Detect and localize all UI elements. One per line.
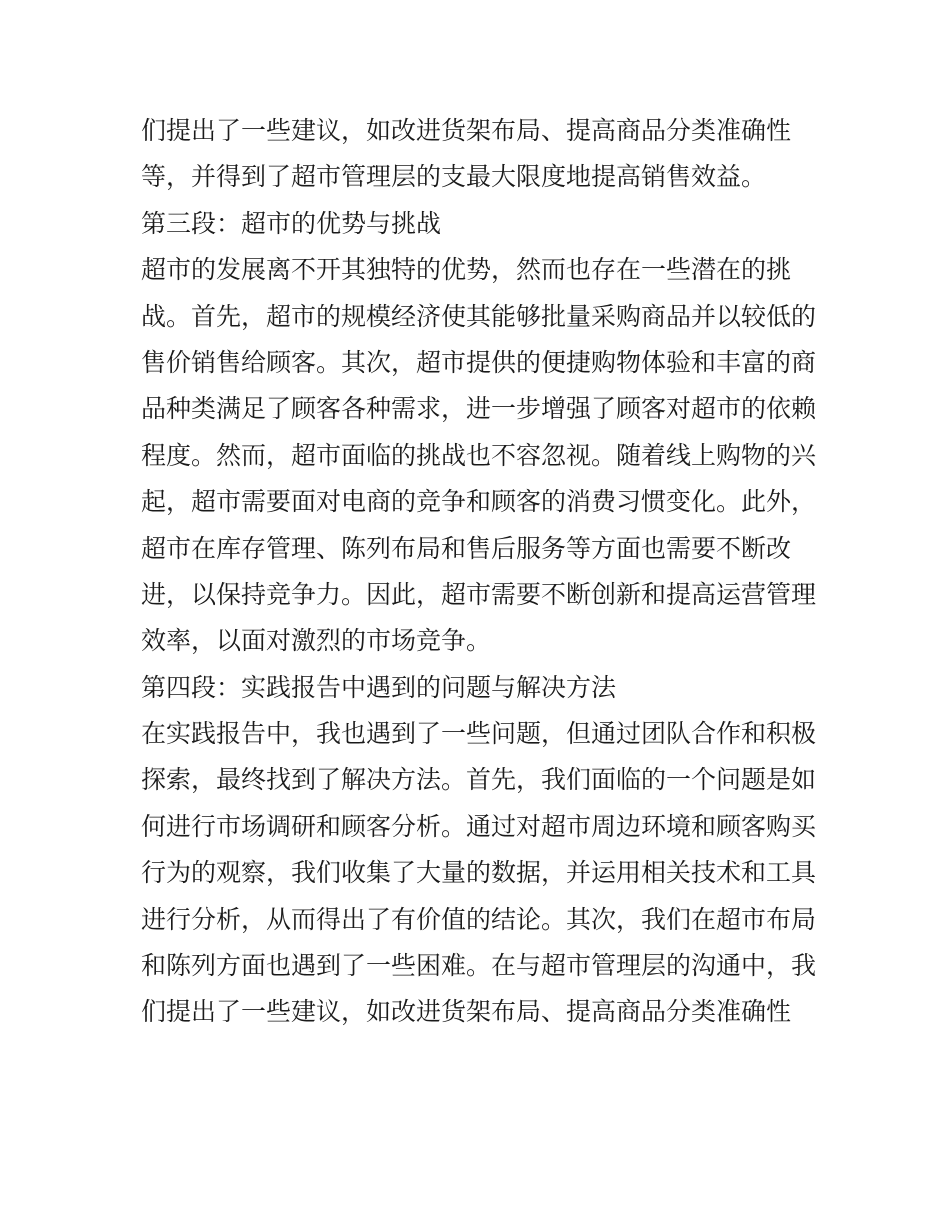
paragraph-3-line: 程度。然而，超市面临的挑战也不容忽视。随着线上购物的兴 [141, 440, 817, 470]
paragraph-4-line: 在实践报告中，我也遇到了一些问题，但通过团队合作和积极 [141, 719, 817, 749]
paragraph-4-line: 行为的观察，我们收集了大量的数据，并运用相关技术和工具 [141, 858, 817, 888]
paragraph-3-line: 效率，以面对激烈的市场竞争。 [141, 626, 492, 656]
text-line-continuation: 等，并得到了超市管理层的支最大限度地提高销售效益。 [141, 162, 767, 192]
paragraph-4-line: 进行分析，从而得出了有价值的结论。其次，我们在超市布局 [141, 904, 817, 934]
paragraph-3-line: 超市的发展离不开其独特的优势，然而也存在一些潜在的挑 [141, 255, 792, 285]
paragraph-4-line: 探索，最终找到了解决方法。首先，我们面临的一个问题是如 [141, 765, 817, 795]
paragraph-3-line: 品种类满足了顾客各种需求，进一步增强了顾客对超市的依赖 [141, 394, 817, 424]
text-line-continuation: 们提出了一些建议，如改进货架布局、提高商品分类准确性 [141, 116, 792, 145]
paragraph-3-line: 进，以保持竞争力。因此，超市需要不断创新和提高运营管理 [141, 579, 817, 609]
paragraph-4-line: 何进行市场调研和顾客分析。通过对超市周边环境和顾客购买 [141, 811, 817, 841]
section-heading-4: 第四段：实践报告中遇到的问题与解决方法 [141, 672, 617, 702]
section-heading-3: 第三段：超市的优势与挑战 [141, 208, 442, 238]
paragraph-3-line: 战。首先，超市的规模经济使其能够批量采购商品并以较低的 [141, 301, 817, 331]
document-text [141, 108, 821, 1036]
paragraph-3-line: 售价销售给顾客。其次，超市提供的便捷购物体验和丰富的商 [141, 347, 817, 377]
paragraph-4-line: 们提出了一些建议，如改进货架布局、提高商品分类准确性 [141, 997, 792, 1027]
paragraph-4-line: 和陈列方面也遇到了一些困难。在与超市管理层的沟通中，我 [141, 951, 817, 981]
paragraph-3-line: 超市在库存管理、陈列布局和售后服务等方面也需要不断改 [141, 533, 792, 563]
paragraph-3-line: 起，超市需要面对电商的竞争和顾客的消费习惯变化。此外， [141, 487, 817, 517]
